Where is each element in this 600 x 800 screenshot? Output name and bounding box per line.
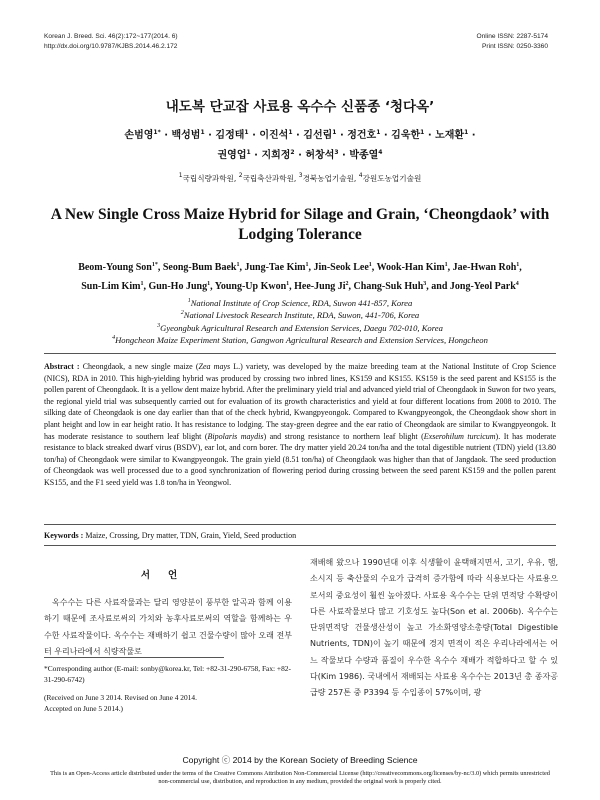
author-affil-mark: 1 <box>244 129 249 136</box>
author-separator: · <box>204 130 216 141</box>
author-comma: , <box>426 281 432 292</box>
author-name: Gun-Ho Jung <box>148 281 208 292</box>
english-title-line2: Lodging Tolerance <box>238 226 362 243</box>
affiliation-line <box>30 322 570 334</box>
author-separator: · <box>160 130 172 141</box>
affiliation-line <box>30 297 570 309</box>
affil-mark: 4 <box>112 334 116 341</box>
author-separator: · <box>380 130 392 141</box>
author-affil-mark: 3 <box>334 149 339 156</box>
author-affil-mark: 1 <box>376 129 381 136</box>
keywords-label: Keywords : <box>44 531 84 540</box>
footnote-divider <box>44 657 224 658</box>
korean-authors <box>30 126 570 166</box>
issn-header <box>477 32 548 52</box>
received-date: (Received on June 3 2014. Revised on June 4 2014. <box>44 692 197 702</box>
author-comma: , <box>447 262 453 273</box>
body-left-column: 옥수수는 다른 사료작물과는 달리 영양분이 풍부한 알곡과 함께 이용하기 때문에 조사료로써의 가치와 농후사료로써의 역할을 함께하는 우수한 사료작물이다. 옥수수는 재배하기 쉽고 건물수량이 많아 오래 전부터 우리나라에서 식량작물로 <box>44 598 292 656</box>
author-name: Beom-Young Son <box>78 262 152 273</box>
author-affil-mark: 1 <box>207 281 211 287</box>
english-title <box>30 205 570 245</box>
author-name: Jung-Tae Kim <box>244 262 306 273</box>
author-separator: · <box>294 150 306 161</box>
journal-header <box>44 32 178 52</box>
author-affil-mark: 4 <box>378 149 383 156</box>
keywords <box>44 531 556 540</box>
english-authors-line2 <box>30 277 570 296</box>
author-name: Jin-Seok Lee <box>313 262 369 273</box>
author-comma: , <box>157 262 163 273</box>
author-name: 권영업 <box>217 150 247 161</box>
author-separator: · <box>338 150 350 161</box>
affil-mark: 2 <box>180 310 184 317</box>
journal-citation: Korean J. Breed. Sci. 46(2):172~177(2014. 6) <box>44 33 178 40</box>
author-affil-mark: 4 <box>515 281 519 287</box>
divider-bottom <box>44 545 556 546</box>
author-name: Young-Up Kwon <box>214 281 287 292</box>
affil-mark: 4 <box>358 172 363 179</box>
affil-mark: 2 <box>238 172 243 179</box>
author-name: Hee-Jung Ji <box>294 281 346 292</box>
author-name: Chang-Suk Huh <box>353 281 424 292</box>
author-comma: , <box>308 262 314 273</box>
author-affil-mark: 1 <box>516 262 520 268</box>
body-right-column: 재배해 왔으나 1990년대 이후 식생활이 윤택해지면서, 고기, 우유, 햄, 소시지 등 축산물의 수요가 급격히 증가함에 따라 식용보다는 사료용으로서의 중요성이 훨씬 높아졌다. 사료용 옥수수는 단위 면적당 수확량이 다른 사료작물보다 많고 기호성도 높다(Son et al. 2006b). 옥수수는 단위면적당 건물생산성이 높고 가소화영양소총량(Total Digestible Nutrients, TDN)이 높기 때문에 경지 면적이 적은 우리나라에서는 어느 작물보다 수량과 품질이 우수한 옥수수 재배가 적합하다고 할 수 있다(Kim 1986). 국내에서 재배되는 사료용 옥수수는 2013년 총 종자공급량 257톤 중 P3394 등 수입종이 57%이며, 광 <box>310 558 558 698</box>
affil-name: 국립식량과학원, <box>182 174 239 183</box>
online-issn: Online ISSN: 2287-5174 <box>476 33 548 40</box>
affil-mark: 3 <box>298 172 303 179</box>
english-affiliations <box>30 297 570 346</box>
author-affil-mark: 1 <box>286 281 290 287</box>
corresponding-author: *Corresponding author (E-mail: sonby@korea.kr, Tel: +82-31-290-6758, Fax: +82-31-290-6742) <box>44 664 291 685</box>
author-affil-mark: 1 <box>368 262 372 268</box>
author-separator: · <box>424 130 436 141</box>
affil-mark: 1 <box>178 172 183 179</box>
author-separator: · <box>468 130 476 141</box>
author-name: Seong-Bum Baek <box>162 262 237 273</box>
english-authors-line1 <box>30 258 570 277</box>
print-issn: Print ISSN: 0250-3360 <box>482 43 548 50</box>
author-name: 이진석 <box>259 130 289 141</box>
author-name: Sun-Lim Kim <box>81 281 141 292</box>
affil-text: Hongcheon Maize Experiment Station, Gangwon Agricultural Research and Extension Services, Hongcheon <box>115 334 488 345</box>
affil-mark: 3 <box>157 322 161 329</box>
author-affil-mark: 1 <box>464 129 469 136</box>
affil-text: National Institute of Crop Science, RDA, Suwon 441-857, Korea <box>190 298 413 308</box>
author-affil-mark: 1 <box>420 129 425 136</box>
korean-affiliations <box>30 173 570 184</box>
author-comma: , <box>371 262 377 273</box>
english-authors <box>30 258 570 296</box>
divider-middle <box>44 524 556 525</box>
affil-mark: 1 <box>187 298 191 304</box>
author-name: 박종열 <box>349 150 379 161</box>
author-separator: · <box>292 130 304 141</box>
author-affil-mark: 2 <box>290 149 295 156</box>
author-affil-mark: 1 <box>200 129 205 136</box>
abstract: Abstract : Cheongdaok, a new single maize (Zea mays L.) variety, was developed by the maize breeding team at the National Institute of Crop Science (NICS), RDA in 2010. This high-yielding hybrid was produced by crossing two inbred lines, KS159 and KS155. KS159 is the seed parent and KS155 is the pollen parent of Cheongdaok. It is a yellow dent maize hybrid. After the preliminary yield trial and advanced yield trial of Cheongdaok in Suwon for two years, the regional yield trial was subsequently carried out for evaluation of its growth characteristics and yield at four different locations from 2008 to 2010. The silking date of Cheongdaok is one day earlier than that of the check hybrid, Kwangpyeongok. Compared to Kwangpyeongok, the Cheongdaok show short in plant height and low in ear height ratio. It has resistance to lodging. The stay-green degree and the ear ratio of Cheongdaok are similar to Kwangpyeongok. It has moderate resistance to southern leaf blight (Bipolaris maydis) and strong resistance to northern leaf blight (Exserohilum turcicum). It has moderate resistance to black streaked dwarf virus (BSDV), ear lot, and corn borer. The dry matter yield 20.24 ton/ha and the total digestible nutrient (TDN) yield (13.80 ton/ha) of Cheongdaok were similar to Kwangpyeongok. The grain yield (8.51 ton/ha) of Cheongdaok was higher than that of Jangdaok. The seed production of Cheongdaok was well processed due to a good synchronization of flowering period during crossing between the seed parent KS159 and the pollen parent KS155, and the F1 seed yield was 1.8 ton/ha in Yeongwol. <box>44 362 556 487</box>
korean-title: 내도복 단교잡 사료용 옥수수 신품종 ‘청다옥’ <box>165 99 435 115</box>
author-name: Jae-Hwan Roh <box>452 262 517 273</box>
author-affil-mark: 3 <box>423 281 427 287</box>
korean-authors-line1 <box>30 126 570 146</box>
author-name: 허창석 <box>305 150 335 161</box>
author-affil-mark: 1 <box>332 129 337 136</box>
accepted-date: Accepted on June 5 2014.) <box>44 704 124 714</box>
author-comma: , <box>143 281 149 292</box>
license-text: This is an Open-Access article distributed under the terms of the Creative Commons Attribution Non-Commercial License (http://creativecommons.org/licenses/by-nc/3.0) which permits unrestricted non-commercial use, distribution, and reproduction in any medium, provided the original work is properly cited. <box>50 770 550 785</box>
author-comma: , <box>519 262 522 273</box>
author-affil-mark: 1 <box>305 262 309 268</box>
author-name: 정건호 <box>347 130 377 141</box>
author-name: and Jong-Yeol Park <box>431 281 516 292</box>
author-comma: , <box>239 262 245 273</box>
author-separator: · <box>250 150 262 161</box>
author-comma: , <box>289 281 295 292</box>
author-comma: , <box>348 281 354 292</box>
korean-authors-line2 <box>30 146 570 166</box>
author-name: 김욱한 <box>391 130 421 141</box>
doi-link[interactable]: http://dx.doi.org/10.9787/KJBS.2014.46.2.172 <box>44 43 178 50</box>
affil-text: National Livestock Research Institute, RDA, Suwon, 441-706, Korea <box>183 310 420 321</box>
author-affil-mark: 1 <box>444 262 448 268</box>
author-affil-mark: 1* <box>151 262 158 268</box>
author-name: 백성범 <box>171 130 201 141</box>
author-separator: · <box>336 130 348 141</box>
author-affil-mark: 1 <box>236 262 240 268</box>
affil-name: 강원도농업기술원 <box>362 174 422 183</box>
section-heading: 서언 <box>140 570 196 581</box>
author-name: 김정태 <box>215 130 245 141</box>
affil-text: Gyeongbuk Agricultural Research and Extension Services, Daegu 702-010, Korea <box>160 322 443 333</box>
author-name: 노재환 <box>435 130 465 141</box>
footnote <box>44 663 292 715</box>
english-title-line1: A New Single Cross Maize Hybrid for Silage and Grain, ‘Cheongdaok’ with <box>50 206 550 223</box>
affil-name: 국립축산과학원, <box>242 174 299 183</box>
author-affil-mark: 1 <box>140 281 144 287</box>
author-comma: , <box>210 281 215 292</box>
author-name: Wook-Han Kim <box>376 262 445 273</box>
affiliation-line <box>30 334 570 346</box>
keywords-text: Maize, Crossing, Dry matter, TDN, Grain, Yield, Seed production <box>83 531 297 540</box>
author-affil-mark: 1* <box>153 129 161 136</box>
author-name: 김선림 <box>303 130 333 141</box>
author-name: 지희정 <box>261 150 291 161</box>
author-affil-mark: 1 <box>288 129 293 136</box>
affil-name: 경북농업기술원, <box>302 174 359 183</box>
author-affil-mark: 2 <box>345 281 349 287</box>
affiliation-line <box>30 309 570 321</box>
author-separator: · <box>248 130 260 141</box>
divider-top <box>44 353 556 354</box>
abstract-label: Abstract : <box>44 362 80 371</box>
author-affil-mark: 1 <box>246 149 251 156</box>
author-name: 손범영 <box>124 130 154 141</box>
copyright: Copyright ⓒ 2014 by the Korean Society of Breeding Science <box>182 755 418 765</box>
